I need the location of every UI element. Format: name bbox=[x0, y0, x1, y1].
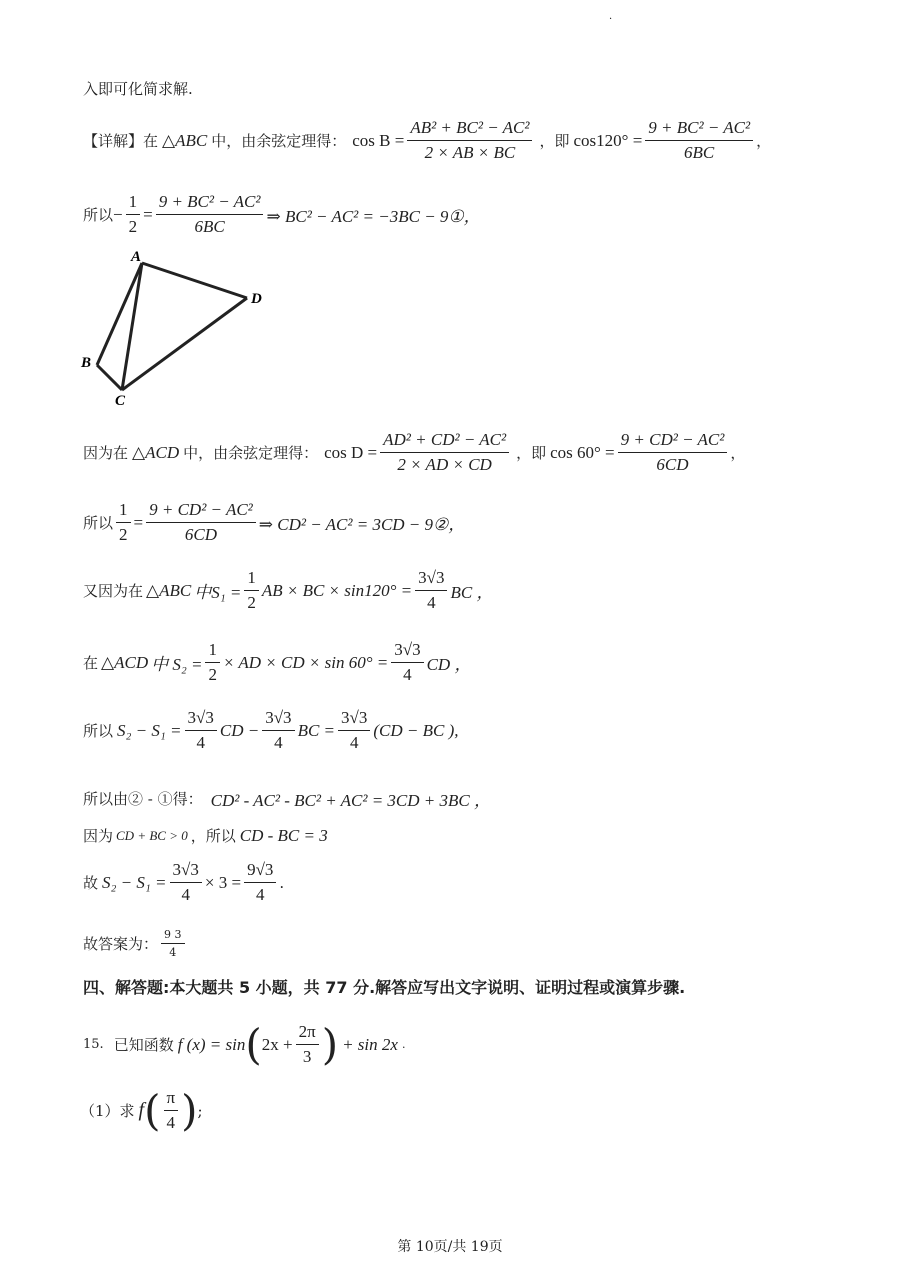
line-end: ， bbox=[730, 444, 746, 462]
detail-line-7 bbox=[83, 708, 459, 753]
equation-1: ⇒ BC² − AC² = −3BC − 9①， bbox=[266, 207, 481, 226]
fraction-denominator: 4 bbox=[196, 733, 205, 752]
paren-close: ) bbox=[321, 1019, 339, 1069]
root-fraction-2 bbox=[244, 860, 276, 905]
detail-line-4: 所以 $\frac{1}{2}$ = $\frac{\text{9 + CD² − AC²}}{6CD}$ ⇒ CD² − AC² = 3CD − 9②， bbox=[83, 500, 466, 544]
answer-label: 故答案为： bbox=[83, 935, 159, 953]
answer-fraction bbox=[161, 928, 185, 959]
neg-sign: − bbox=[113, 204, 123, 224]
bc-fraction bbox=[156, 192, 264, 237]
cos120: cos120° = bbox=[573, 130, 643, 150]
edge-dc bbox=[122, 298, 247, 390]
prefix-text: 在 bbox=[83, 654, 99, 672]
prefix-text: 因为在 bbox=[83, 444, 129, 462]
page-footer: 第 10页/共 19页 bbox=[397, 1239, 503, 1255]
s2-expression: × AD × CD × sin 60° = bbox=[222, 652, 389, 672]
detail-line-10 bbox=[83, 860, 284, 905]
root-fraction bbox=[391, 640, 423, 685]
term-2: BC = bbox=[297, 720, 336, 740]
ji-text: ，即 bbox=[516, 444, 547, 462]
part-label: （1）求 bbox=[80, 1102, 135, 1120]
fraction-numerator: 2π bbox=[296, 1022, 319, 1045]
line-end: . bbox=[279, 873, 285, 892]
fraction-numerator: 1 bbox=[244, 568, 259, 591]
edge-bc bbox=[97, 365, 122, 390]
edge-ad bbox=[142, 263, 247, 298]
fraction-denominator: 2 bbox=[128, 217, 138, 236]
s1-label: 中S₁ = bbox=[194, 583, 242, 602]
paren-close: ) bbox=[181, 1085, 198, 1135]
difference-lhs: S₂ − S₁ = bbox=[102, 872, 167, 892]
cos-d: cos D = bbox=[324, 442, 378, 462]
fraction-denominator: 6BC bbox=[194, 217, 225, 236]
prefix-text: 又因为在 bbox=[83, 582, 144, 600]
s1-expression: AB × BC × sin120° = bbox=[261, 580, 413, 600]
inner-term: 2x + bbox=[261, 1034, 293, 1054]
fraction-numerator: 3√3 bbox=[170, 860, 202, 883]
fraction-numerator: 1 bbox=[126, 192, 141, 215]
mid-text: ，所以 bbox=[190, 827, 236, 845]
detail-label: 【详解】在 bbox=[83, 132, 159, 150]
label-a: A bbox=[131, 249, 142, 265]
label-b: B bbox=[81, 355, 92, 371]
cos-b-fraction bbox=[407, 118, 532, 163]
fraction-denominator: 2 × AD × CD bbox=[397, 455, 492, 474]
condition: CD + BC > 0 bbox=[116, 827, 188, 843]
triangle-acd: △ACD bbox=[101, 652, 149, 672]
subtract-text: 所以由② - ①得： bbox=[83, 790, 203, 808]
term-1: CD − bbox=[219, 720, 260, 740]
ji-text: ，即 bbox=[539, 132, 570, 150]
fraction-numerator: 9 + BC² − AC² bbox=[156, 192, 264, 215]
fraction-denominator: 4 bbox=[255, 885, 265, 904]
fraction-numerator: 9 + BC² − AC² bbox=[645, 118, 753, 141]
fraction-numerator: 1 bbox=[116, 500, 131, 523]
two-pi-third bbox=[296, 1022, 319, 1067]
fraction-numerator: 3√3 bbox=[185, 708, 217, 731]
fraction-numerator: 9√3 bbox=[244, 860, 276, 883]
line-end: ， bbox=[756, 132, 772, 150]
function-f: f bbox=[138, 1099, 145, 1121]
fraction-numerator: 9 3 bbox=[161, 928, 185, 944]
s1-tail: BC ， bbox=[450, 583, 494, 602]
root-fraction-1 bbox=[170, 860, 202, 905]
root-fraction-3 bbox=[338, 708, 370, 753]
detail-line-8 bbox=[83, 786, 491, 811]
s2-label: 中 S₂ = bbox=[151, 655, 203, 674]
detail-text: 中，由余弦定理得： bbox=[211, 132, 347, 150]
question-text: 已知函数 bbox=[113, 1036, 174, 1054]
quadrilateral-figure bbox=[75, 245, 275, 410]
fraction-numerator: 9 + CD² − AC² bbox=[618, 430, 728, 453]
detail-line-6 bbox=[83, 640, 471, 685]
suoyi: 所以 bbox=[83, 722, 114, 740]
fraction-denominator: 2 bbox=[119, 525, 128, 544]
s2-tail: CD ， bbox=[426, 655, 472, 674]
fraction-denominator: 4 bbox=[274, 733, 283, 752]
suoyi: 所以 bbox=[83, 206, 114, 224]
half-fraction bbox=[126, 192, 141, 237]
times-three: × 3 = bbox=[204, 872, 242, 892]
fraction-denominator: 4 bbox=[166, 1113, 176, 1132]
half-fraction bbox=[116, 500, 131, 545]
label-c: C bbox=[115, 393, 126, 409]
fraction-denominator: 4 bbox=[169, 946, 177, 959]
fraction-denominator: 2 × AB × BC bbox=[424, 143, 516, 162]
corner-dot: · bbox=[609, 14, 613, 25]
line-end: . bbox=[401, 1038, 406, 1051]
root-fraction-2 bbox=[262, 708, 294, 753]
result: CD - BC = 3 bbox=[239, 825, 328, 845]
answer-line bbox=[83, 928, 188, 959]
cos-b: cos B = bbox=[352, 130, 405, 150]
fraction-denominator: 4 bbox=[181, 885, 190, 904]
subtract-equation: CD² - AC² - BC² + AC² = 3CD + 3BC ， bbox=[210, 791, 491, 810]
label-d: D bbox=[251, 291, 262, 307]
fraction-denominator: 2 bbox=[247, 593, 256, 612]
root-fraction bbox=[415, 568, 447, 613]
fraction-denominator: 6CD bbox=[656, 455, 689, 474]
line-end: ; bbox=[197, 1101, 203, 1120]
section-title: 四、解答题:本大题共 5 小题，共 77 分.解答应写出文字说明、证明过程或演算步骤. bbox=[83, 978, 686, 997]
paren-open: ( bbox=[144, 1085, 161, 1135]
function-tail: + sin 2x bbox=[342, 1034, 398, 1054]
prefix-text: 因为 bbox=[83, 827, 114, 845]
detail-line-1 bbox=[83, 118, 771, 163]
fraction-numerator: 3√3 bbox=[415, 568, 447, 591]
detail-line-9 bbox=[83, 825, 328, 846]
cos60-fraction bbox=[618, 430, 728, 475]
fraction-numerator: 3√3 bbox=[391, 640, 423, 663]
paren-open: ( bbox=[245, 1019, 262, 1069]
intro-line: 入即可化简求解. bbox=[83, 80, 193, 98]
question-15-part-1 bbox=[80, 1085, 203, 1135]
half-fraction bbox=[244, 568, 259, 613]
suoyi: 所以 bbox=[83, 514, 114, 532]
root-fraction-1 bbox=[185, 708, 217, 753]
question-number: 15. bbox=[83, 1037, 104, 1052]
fraction-denominator: 3 bbox=[302, 1047, 312, 1066]
cos60: cos 60° = bbox=[550, 442, 615, 462]
fraction-numerator: 3√3 bbox=[338, 708, 370, 731]
cd-fraction bbox=[146, 500, 256, 545]
fraction-denominator: 4 bbox=[349, 733, 359, 752]
cos120-fraction bbox=[645, 118, 753, 163]
fraction-numerator: π bbox=[164, 1088, 179, 1111]
fraction-numerator: AD² + CD² − AC² bbox=[380, 430, 509, 453]
question-15 bbox=[83, 1019, 406, 1069]
gu-text: 故 bbox=[83, 874, 99, 892]
term-3: (CD − BC ), bbox=[373, 720, 459, 740]
triangle-abc: △ABC bbox=[162, 130, 208, 150]
fraction-denominator: 6BC bbox=[684, 143, 715, 162]
fraction-denominator: 4 bbox=[427, 593, 436, 612]
detail-line-5 bbox=[83, 568, 493, 613]
cos-d-fraction bbox=[380, 430, 509, 475]
fraction-numerator: 9 + CD² − AC² bbox=[146, 500, 256, 523]
fraction-numerator: AB² + BC² − AC² bbox=[407, 118, 532, 141]
equation-2: ⇒ CD² − AC² = 3CD − 9②， bbox=[258, 515, 466, 534]
fraction-denominator: 4 bbox=[403, 665, 412, 684]
function-def: f (x) = sin bbox=[177, 1034, 246, 1054]
detail-line-3 bbox=[83, 430, 745, 475]
fraction-numerator: 1 bbox=[205, 640, 220, 663]
detail-line-2: 所以 − $\frac{1}{2}$ = $\frac{\text{9 + BC² − AC²}}{6BC}$ ⇒ BC² − AC² = −3BC − 9①， bbox=[83, 192, 481, 236]
fraction-denominator: 6CD bbox=[184, 525, 217, 544]
half-fraction bbox=[205, 640, 220, 685]
fraction-denominator: 2 bbox=[208, 665, 217, 684]
triangle-abc: △ABC bbox=[146, 580, 192, 600]
triangle-acd: △ACD bbox=[132, 442, 180, 462]
difference-lhs: S₂ − S₁ = bbox=[117, 720, 182, 740]
detail-text: 中，由余弦定理得： bbox=[183, 444, 319, 462]
pi-quarter bbox=[164, 1088, 179, 1133]
fraction-numerator: 3√3 bbox=[262, 708, 294, 731]
